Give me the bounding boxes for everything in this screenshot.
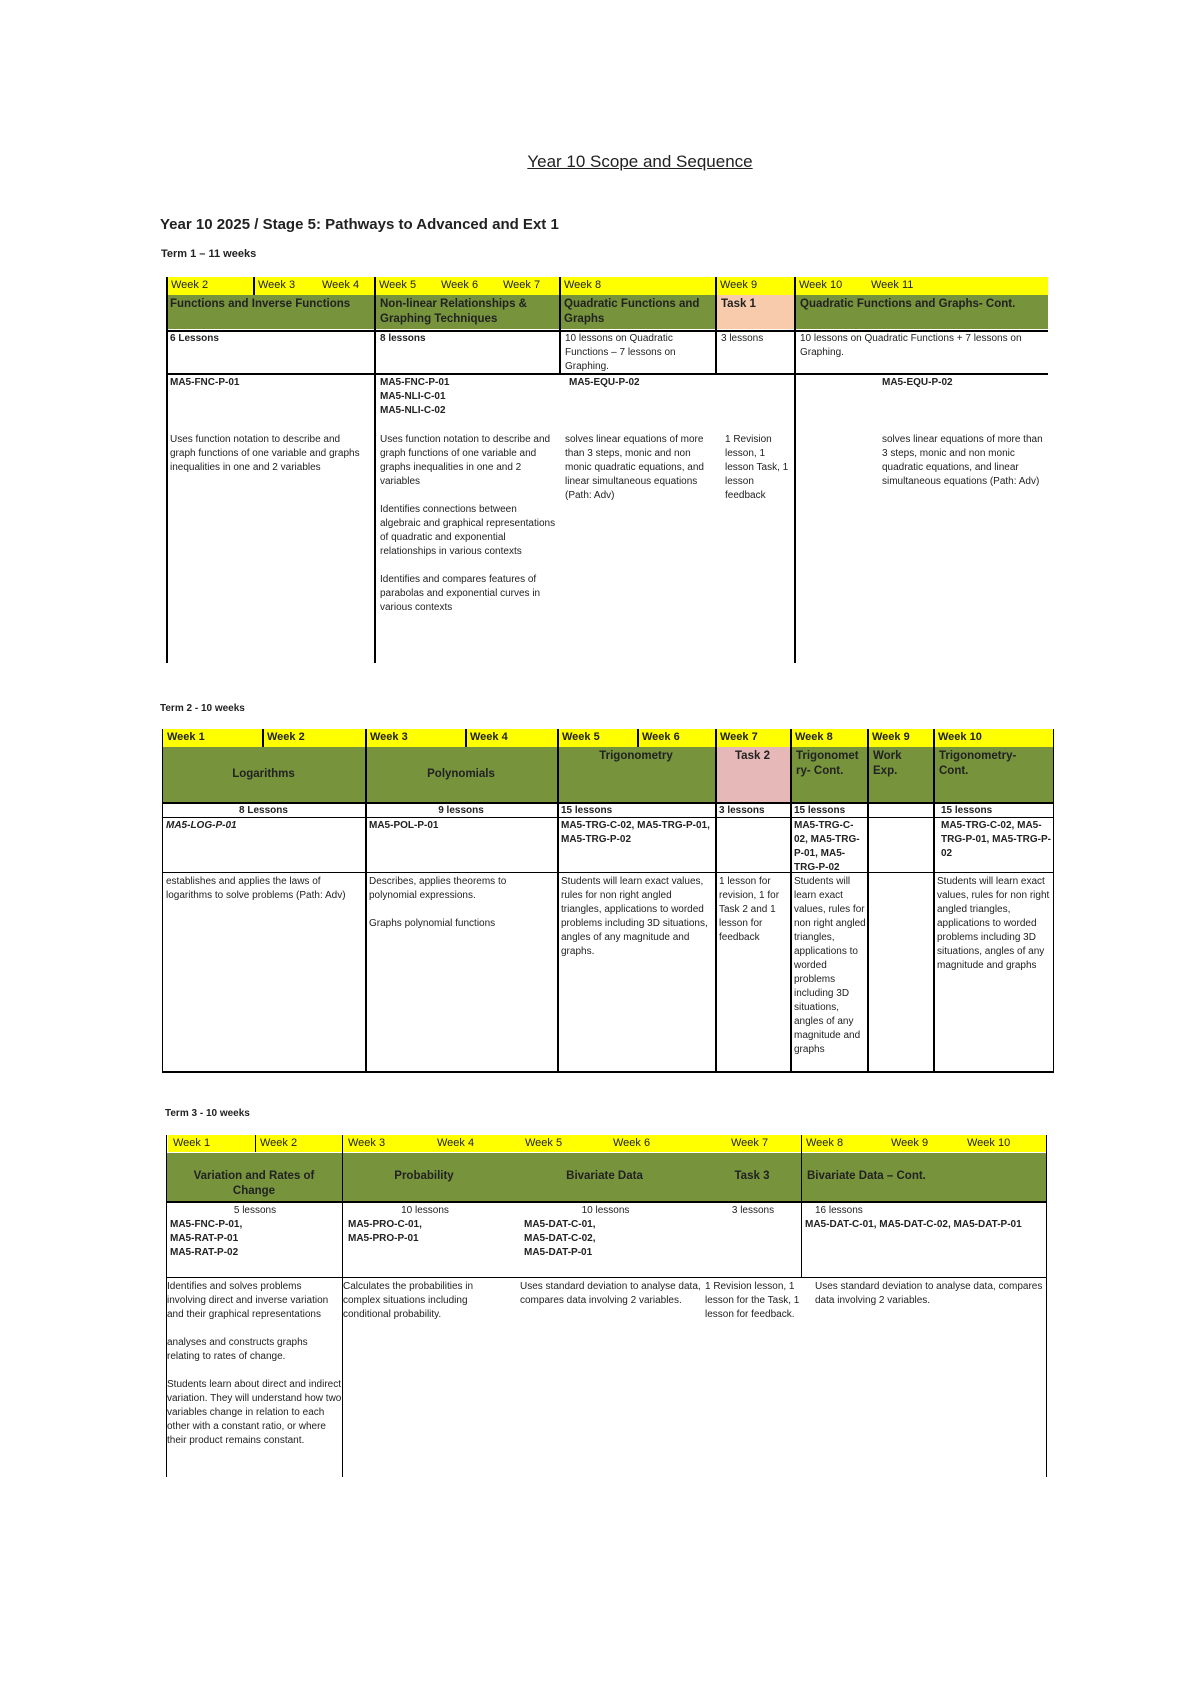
term3-week-6: Week 6 — [607, 1135, 701, 1152]
term2-codes-3: MA5-TRG-C-02, MA5-TRG-P-01, MA5-TRG-P-02 — [561, 820, 710, 845]
term3-week-1: Week 1 — [168, 1135, 255, 1152]
term2-divider — [365, 729, 367, 1073]
term2-week-8: Week 8 — [790, 729, 867, 747]
term2-divider — [162, 729, 163, 1073]
term2-divider — [1053, 729, 1054, 1073]
term2-divider — [790, 729, 792, 1073]
term3-week-10: Week 10 — [962, 1135, 1046, 1152]
term2-outcome-4: 1 lesson for revision, 1 for Task 2 and 1 lesson for feedback — [719, 876, 780, 943]
term2-topic-polynomials: Polynomials — [365, 747, 557, 802]
term3-label: Term 3 - 10 weeks — [165, 1108, 250, 1119]
term1-week-5: Week 5 — [374, 277, 436, 295]
term1-divider — [166, 277, 168, 663]
term2-topic-trig-cont-2: Trigonometry- Cont. — [933, 747, 1054, 802]
term2-divider — [867, 729, 869, 1073]
term3-divider — [1046, 1135, 1047, 1477]
term3-divider — [801, 1135, 802, 1277]
term3-outcome-4: 1 Revision lesson, 1 lesson for the Task, 1 lesson for feedback. — [705, 1281, 800, 1320]
term3-lessons-2: 10 lessons — [401, 1205, 449, 1216]
term2-codes-2: MA5-POL-P-01 — [369, 820, 439, 831]
term1-lessons-1: 6 Lessons — [170, 333, 219, 344]
term2-week-5: Week 5 — [557, 729, 637, 747]
term2-week-4: Week 4 — [465, 729, 557, 747]
term2-week-9: Week 9 — [867, 729, 933, 747]
term3-week-7: Week 7 — [701, 1135, 801, 1152]
term1-codes-4 — [719, 376, 791, 422]
term2-outcome-1: establishes and applies the laws of logarithms to solve problems (Path: Adv) — [166, 876, 346, 901]
term2-codes-5: MA5-TRG-C-02, MA5-TRG-P-01, MA5-TRG-P-02 — [794, 820, 860, 871]
term2-divider — [715, 729, 717, 1073]
term3-topic-task3: Task 3 — [703, 1153, 801, 1201]
term2-topic-trigonometry: Trigonometry — [557, 747, 715, 802]
term1-divider — [253, 277, 255, 295]
term2-divider — [262, 729, 264, 747]
term1-divider — [559, 277, 561, 374]
term2-week-7: Week 7 — [715, 729, 790, 747]
term3-week-2: Week 2 — [255, 1135, 343, 1152]
term2-lessons-5: 15 lessons — [794, 805, 846, 816]
term2-outcome-3: Students will learn exact values, rules for non right angled triangles, applications to worded problems including 3D situations, angles of any magnitude and graphs. — [561, 876, 708, 957]
term3-lessons-5: 16 lessons — [815, 1205, 863, 1216]
term3-codes-4 — [705, 1218, 801, 1264]
term3-codes-5: MA5-DAT-C-01, MA5-DAT-C-02, MA5-DAT-P-01 — [805, 1219, 1022, 1230]
term2-lessons-6 — [871, 804, 931, 818]
term1-divider — [166, 330, 1048, 332]
term1-outcome-3: solves linear equations of more than 3 steps, monic and non monic quadratic equations, and linear simultaneous equations (Path: Adv) — [565, 434, 704, 501]
term2-divider — [465, 729, 467, 747]
term1-topic-task1: Task 1 — [715, 295, 794, 329]
term3-outcome-1: Identifies and solves problems involving direct and inverse variation and their graphical representations analyses and constructs graphs relating to rates of change. Students learn about direct and indirect variation. They will understand how two variables change in relation to each other with a constant ratio, or where their product remains constant. — [167, 1281, 342, 1446]
term3-week-8: Week 8 — [801, 1135, 886, 1152]
term1-divider — [715, 277, 717, 374]
term2-lessons-1: 8 Lessons — [239, 805, 288, 816]
term3-divider — [166, 1277, 1046, 1278]
term3-lessons-4: 3 lessons — [731, 1205, 775, 1216]
term3-lessons-3: 10 lessons — [581, 1205, 630, 1216]
term2-codes-7: MA5-TRG-C-02, MA5-TRG-P-01, MA5-TRG-P-02 — [941, 820, 1051, 859]
term2-lessons-2: 9 lessons — [438, 805, 484, 816]
term2-topic-logarithms: Logarithms — [162, 747, 365, 802]
term3-outcome-3: Uses standard deviation to analyse data, compares data involving 2 variables. — [520, 1281, 701, 1306]
term3-week-4: Week 4 — [431, 1135, 519, 1152]
term2-week-2: Week 2 — [262, 729, 365, 747]
term2-divider — [162, 802, 1054, 804]
term1-topic-functions: Functions and Inverse Functions — [166, 295, 374, 329]
term1-week-2: Week 2 — [166, 277, 253, 295]
term2-lessons-7: 15 lessons — [941, 805, 993, 816]
term3-topic-probability: Probability — [342, 1153, 506, 1201]
term2-codes-6 — [871, 819, 931, 871]
term2-topic-work-exp: Work Exp. — [867, 747, 933, 802]
term3-codes-1: MA5-FNC-P-01, MA5-RAT-P-01 MA5-RAT-P-02 — [170, 1219, 243, 1258]
term2-divider — [162, 1071, 1054, 1073]
term1-topic-nonlinear: Non-linear Relationships & Graphing Techniques — [374, 295, 559, 329]
term2-divider — [933, 729, 935, 1073]
term2-topic-trig-cont: Trigonometry- Cont. — [790, 747, 867, 802]
term1-outcome-1: Uses function notation to describe and graph functions of one variable and graphs inequalities in one and 2 variables — [170, 434, 360, 473]
term1-lessons-3: 10 lessons on Quadratic Functions – 7 lessons on Graphing. — [565, 333, 676, 372]
term1-divider — [166, 373, 1048, 375]
term2-lessons-3: 15 lessons — [561, 805, 613, 816]
term2-codes-4 — [719, 819, 789, 871]
term3-lessons-1: 5 lessons — [233, 1205, 277, 1216]
term1-lessons-5: 10 lessons on Quadratic Functions + 7 lessons on Graphing. — [800, 333, 1022, 358]
term1-topic-quadratic-cont: Quadratic Functions and Graphs- Cont. — [794, 295, 1048, 329]
term3-divider — [166, 1135, 167, 1477]
term2-divider — [637, 729, 639, 747]
term2-topic-task2: Task 2 — [715, 747, 790, 802]
term1-week-11: Week 11 — [866, 277, 1048, 295]
term1-week-10: Week 10 — [794, 277, 866, 295]
term2-outcome-2: Describes, applies theorems to polynomial expressions. Graphs polynomial functions — [369, 876, 507, 929]
document-title: Year 10 Scope and Sequence — [527, 152, 753, 171]
term3-topic-bivariate-cont: Bivariate Data – Cont. — [801, 1153, 1046, 1201]
term2-outcome-7: Students will learn exact values, rules for non right angled triangles, applications to worded problems including 3D situations, angles of any magnitude and graphs — [937, 876, 1050, 971]
term3-week-5: Week 5 — [519, 1135, 607, 1152]
term3-codes-3: MA5-DAT-C-01, MA5-DAT-C-02, MA5-DAT-P-01 — [524, 1219, 596, 1258]
term1-week-4: Week 4 — [317, 277, 374, 295]
term3-topic-bivariate: Bivariate Data — [506, 1153, 703, 1201]
term1-codes-1: MA5-FNC-P-01 — [170, 377, 240, 388]
term1-lessons-2: 8 lessons — [380, 333, 426, 344]
term2-week-3: Week 3 — [365, 729, 465, 747]
term2-divider — [162, 872, 1054, 873]
term3-codes-2: MA5-PRO-C-01, MA5-PRO-P-01 — [348, 1219, 422, 1244]
term3-divider — [255, 1135, 256, 1152]
term2-label: Term 2 - 10 weeks — [160, 703, 245, 714]
term1-outcome-2: Uses function notation to describe and graph functions of one variable and graphs inequalities in one and 2 variables Identifies connections between algebraic and graphical representations of quadratic and exponential relationships in various contexts Identifies and compares features of parabolas and exponential curves in various contexts — [380, 434, 556, 613]
term1-divider — [794, 277, 796, 663]
term2-week-10: Week 10 — [933, 729, 1054, 747]
term3-topic-variation: Variation and Rates of Change — [166, 1153, 342, 1201]
term1-week-3: Week 3 — [253, 277, 317, 295]
term1-codes-2: MA5-FNC-P-01 MA5-NLI-C-01 MA5-NLI-C-02 — [380, 377, 450, 416]
term1-week-7: Week 7 — [498, 277, 559, 295]
term1-week-6: Week 6 — [436, 277, 498, 295]
term1-codes-3: MA5-EQU-P-02 — [569, 377, 640, 388]
term1-outcome-4: 1 Revision lesson, 1 lesson Task, 1 lesson feedback — [725, 434, 789, 501]
term1-lessons-4: 3 lessons — [721, 333, 764, 344]
term2-outcome-5: Students will learn exact values, rules for non right angled triangles, applications to worded problems including 3D situations, angles of any magnitude and graphs — [794, 876, 866, 1055]
term3-week-3: Week 3 — [343, 1135, 431, 1152]
term2-outcome-6 — [871, 875, 931, 1070]
term3-divider — [342, 1135, 343, 1477]
term2-week-6: Week 6 — [637, 729, 715, 747]
course-heading: Year 10 2025 / Stage 5: Pathways to Advanced and Ext 1 — [160, 216, 559, 233]
term1-label: Term 1 – 11 weeks — [161, 248, 257, 260]
term2-codes-1: MA5-LOG-P-01 — [166, 820, 237, 831]
term2-divider — [162, 817, 1054, 818]
term1-week-9: Week 9 — [715, 277, 794, 295]
term2-lessons-4: 3 lessons — [719, 805, 765, 816]
term2-divider — [557, 729, 559, 1073]
term1-divider — [374, 277, 376, 663]
term3-divider — [166, 1201, 1046, 1203]
term1-week-8: Week 8 — [559, 277, 715, 295]
term1-codes-5: MA5-EQU-P-02 — [882, 377, 953, 388]
term2-week-1: Week 1 — [162, 729, 262, 747]
term1-outcome-5: solves linear equations of more than 3 steps, monic and non monic quadratic equations, and linear simultaneous equations (Path: Adv) — [882, 434, 1043, 487]
term1-topic-quadratic: Quadratic Functions and Graphs — [559, 295, 715, 329]
term3-week-9: Week 9 — [886, 1135, 962, 1152]
term3-outcome-5: Uses standard deviation to analyse data, compares data involving 2 variables. — [815, 1281, 1043, 1306]
term3-outcome-2: Calculates the probabilities in complex situations including conditional probability. — [343, 1281, 474, 1320]
